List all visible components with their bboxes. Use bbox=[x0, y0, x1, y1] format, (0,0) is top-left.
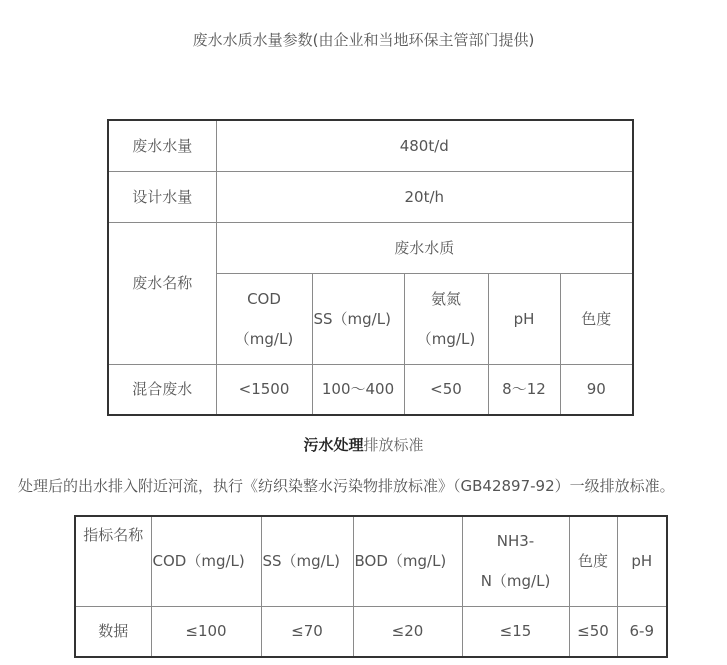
header-line: SS（mg/L) bbox=[313, 309, 391, 328]
header-line: NH3- bbox=[496, 532, 535, 551]
discharge-description: 处理后的出水排入附近河流，执行《纺织染整水污染物排放标准》（GB42897-92）一级排放标准。 bbox=[18, 477, 675, 495]
data-row-name: 混合废水 bbox=[108, 364, 216, 415]
wastewater-volume-value: 480t/d bbox=[216, 120, 633, 171]
value-ss: ≤70 bbox=[261, 606, 353, 657]
column-header-cod bbox=[216, 273, 312, 364]
heading-bold-part: 污水处理 bbox=[303, 436, 364, 454]
discharge-standard-table bbox=[74, 515, 668, 658]
table-row bbox=[108, 120, 633, 171]
value-color: 90 bbox=[560, 364, 633, 415]
row-label-design-volume: 设计水量 bbox=[108, 171, 216, 222]
heading-normal-part: 排放标准 bbox=[363, 436, 424, 454]
value-color: ≤50 bbox=[569, 606, 617, 657]
column-header-cod: COD（mg/L) bbox=[151, 516, 261, 606]
value-ph: 6-9 bbox=[617, 606, 667, 657]
value-bod: ≤20 bbox=[353, 606, 462, 657]
design-volume-value: 20t/h bbox=[216, 171, 633, 222]
value-cod: ≤100 bbox=[151, 606, 261, 657]
table-row bbox=[108, 222, 633, 273]
header-line: COD bbox=[247, 289, 281, 308]
table-row bbox=[75, 606, 667, 657]
header-line: （mg/L) bbox=[416, 329, 476, 348]
header-line: N（mg/L) bbox=[480, 572, 551, 591]
wastewater-parameters-table bbox=[107, 119, 634, 416]
wastewater-quality-header: 废水水质 bbox=[216, 222, 633, 273]
indicator-name-header: 指标名称 bbox=[75, 516, 151, 606]
column-header-color: 色度 bbox=[569, 516, 617, 606]
header-line: （mg/L) bbox=[234, 329, 294, 348]
value-nh3n: ≤15 bbox=[462, 606, 569, 657]
section-title: 废水水质水量参数(由企业和当地环保主管部门提供) bbox=[192, 31, 535, 49]
discharge-standard-heading bbox=[0, 435, 727, 455]
column-header-ss: SS（mg/L) bbox=[261, 516, 353, 606]
value-ss: 100～400 bbox=[312, 364, 404, 415]
column-header-nh3n bbox=[462, 516, 569, 606]
table-row bbox=[108, 364, 633, 415]
value-ph: 8～12 bbox=[488, 364, 560, 415]
header-line: 氨氮 bbox=[430, 289, 461, 308]
table-row bbox=[75, 516, 667, 606]
data-row-name: 数据 bbox=[75, 606, 151, 657]
column-header-ss bbox=[312, 273, 404, 364]
row-label-wastewater-volume: 废水水量 bbox=[108, 120, 216, 171]
column-header-ph: pH bbox=[488, 273, 560, 364]
value-ammonia: <50 bbox=[404, 364, 488, 415]
column-header-color: 色度 bbox=[560, 273, 633, 364]
wastewater-name-label: 废水名称 bbox=[132, 274, 193, 292]
value-cod: <1500 bbox=[216, 364, 312, 415]
wastewater-name-header bbox=[108, 222, 216, 364]
column-header-ph: pH bbox=[617, 516, 667, 606]
column-header-bod: BOD（mg/L) bbox=[353, 516, 462, 606]
table-row bbox=[108, 171, 633, 222]
column-header-ammonia bbox=[404, 273, 488, 364]
